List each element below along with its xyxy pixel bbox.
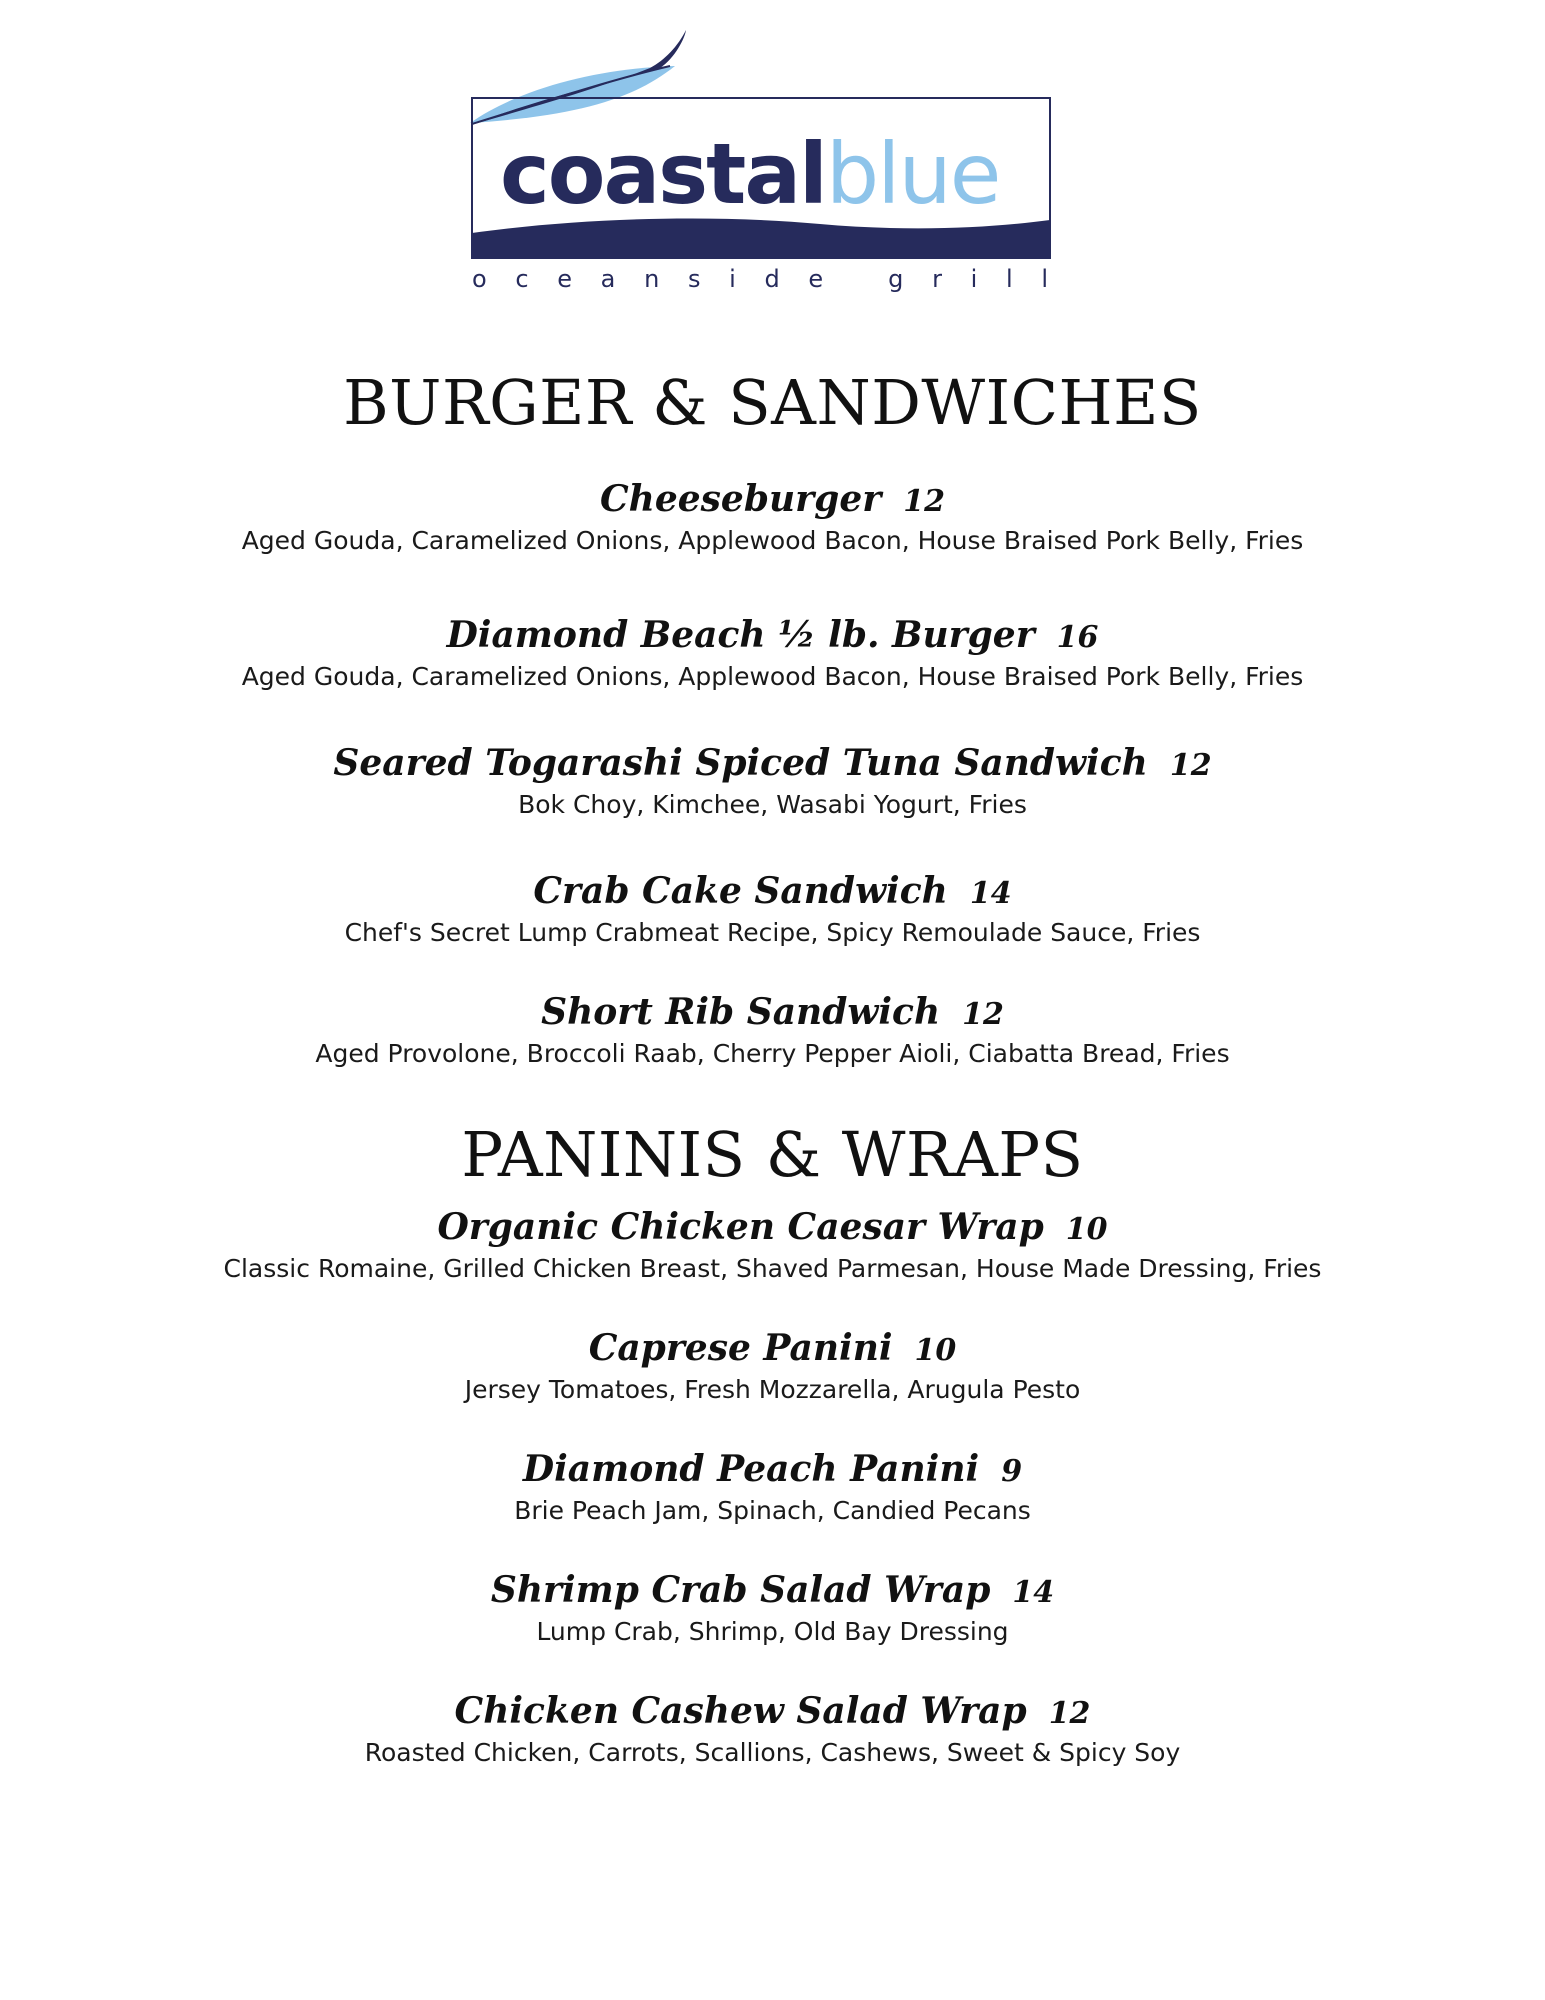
item-name: Caprese Panini: [588, 1327, 893, 1369]
menu-item: [0, 991, 1545, 1071]
item-description: Jersey Tomatoes, Fresh Mozzarella, Arugula Pesto: [464, 1375, 1081, 1405]
item-price: 10: [1065, 1212, 1108, 1247]
item-name: Organic Chicken Caesar Wrap: [437, 1206, 1044, 1248]
logo-name-accent: blue: [825, 125, 1000, 223]
item-name: Diamond Beach ½ lb. Burger: [446, 614, 1035, 656]
item-price: 9: [1001, 1454, 1023, 1489]
menu-item: [0, 1448, 1545, 1528]
menu-item: [0, 870, 1545, 950]
menu-item: [0, 1327, 1545, 1407]
item-description: Chef's Secret Lump Crabmeat Recipe, Spicy Remoulade Sauce, Fries: [344, 918, 1201, 948]
logo-tagline: o c e a n s i d e g r i l l: [472, 265, 1048, 293]
item-price: 12: [903, 484, 945, 519]
section-title-burgers: BURGER & SANDWICHES: [343, 366, 1202, 439]
item-description: Aged Gouda, Caramelized Onions, Applewood Bacon, House Braised Pork Belly, Fries: [241, 662, 1304, 692]
menu-item: [0, 478, 1545, 558]
item-name: Shrimp Crab Salad Wrap: [490, 1569, 991, 1611]
section-title-paninis: PANINIS & WRAPS: [461, 1118, 1084, 1191]
menu-item: [0, 614, 1545, 694]
menu-item: [0, 1206, 1545, 1286]
item-name: Cheeseburger: [600, 478, 882, 520]
item-description: Lump Crab, Shrimp, Old Bay Dressing: [536, 1617, 1009, 1647]
item-name: Crab Cake Sandwich: [533, 870, 948, 912]
item-price: 12: [1048, 1696, 1091, 1731]
item-price: 16: [1056, 620, 1099, 655]
menu-item: [0, 1690, 1545, 1770]
item-price: 12: [962, 997, 1004, 1032]
menu-item: [0, 742, 1545, 822]
item-description: Aged Provolone, Broccoli Raab, Cherry Pepper Aioli, Ciabatta Bread, Fries: [315, 1039, 1230, 1069]
item-price: 10: [914, 1333, 957, 1368]
item-price: 14: [969, 876, 1012, 911]
item-description: Classic Romaine, Grilled Chicken Breast, Shaved Parmesan, House Made Dressing, Fries: [223, 1254, 1322, 1284]
item-name: Chicken Cashew Salad Wrap: [454, 1690, 1027, 1732]
coastal-blue-logo: [460, 28, 1060, 298]
item-description: Aged Gouda, Caramelized Onions, Applewood Bacon, House Braised Pork Belly, Fries: [241, 526, 1304, 556]
wave-band: [472, 218, 1050, 258]
logo-name-primary: coastal: [500, 125, 826, 223]
item-name: Diamond Peach Panini: [522, 1448, 980, 1490]
item-description: Bok Choy, Kimchee, Wasabi Yogurt, Fries: [518, 790, 1027, 820]
item-description: Brie Peach Jam, Spinach, Candied Pecans: [514, 1496, 1031, 1526]
item-price: 12: [1169, 748, 1212, 783]
item-name: Seared Togarashi Spiced Tuna Sandwich: [333, 742, 1148, 784]
menu-item: [0, 1569, 1545, 1649]
svg-text:coastalblue: [500, 125, 999, 223]
item-price: 14: [1012, 1575, 1055, 1610]
item-name: Short Rib Sandwich: [541, 991, 941, 1033]
item-description: Roasted Chicken, Carrots, Scallions, Cashews, Sweet & Spicy Soy: [364, 1738, 1181, 1768]
